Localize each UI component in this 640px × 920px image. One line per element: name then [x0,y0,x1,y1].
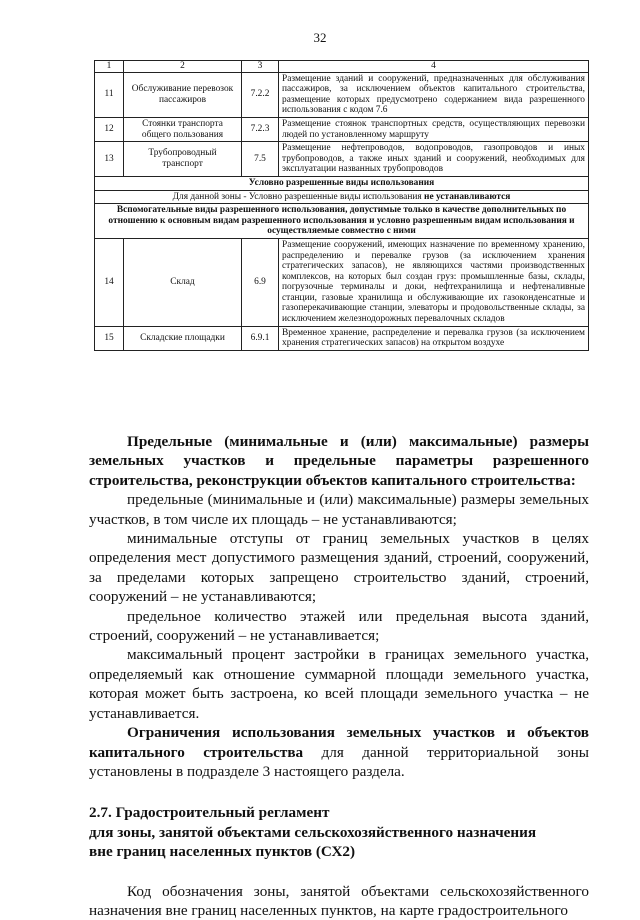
row-number: 15 [95,326,124,350]
use-type-code: 7.5 [242,142,279,177]
use-type-description: Размещение сооружений, имеющих назначение по временному хранению, распределению и перевалке грузов (за исключением хранения стратегических запасов), не являющихся частями производственных комплексов, на которых был создан груз: промышленные базы, склады, погрузочные терминалы и доки, нефтехранилища и нефтеналивные станции, газовые хранилища и обслуживающие их газоконденсатные и газоперекачивающие станции, элеваторы и продовольственные склады, за исключением железнодорожных перевалочных складов [279,238,589,326]
limits-heading-text: Предельные (минимальные и (или) максимальные) размеры земельных участков и предельные параметры разрешенного строительства, реконструкции объектов капитального строительства: [89,433,589,489]
row-number: 11 [95,72,124,117]
row-number: 12 [95,117,124,141]
use-type-name: Складские площадки [124,326,242,350]
paragraph-min-setbacks: минимальные отступы от границ земельных участков в целях определения мест допустимого размещения зданий, строений, сооружений, за пределами которых запрещено строительство зданий, строений, сооружений – не устанавливаются; [89,530,589,606]
use-type-code: 7.2.3 [242,117,279,141]
conditional-note-text: Для данной зоны - Условно разрешенные виды использования [172,191,425,202]
header-cell: 2 [124,61,242,73]
conditional-uses-title: Условно разрешенные виды использования [95,176,589,190]
conditional-uses-note [95,190,589,204]
spacer [89,781,589,803]
use-type-name: Склад [124,238,242,326]
section-title-line3: вне границ населенных пунктов (СХ2) [89,843,356,861]
use-type-description: Временное хранение, распределение и перевалка грузов (за исключением хранения стратегических запасов) на открытом воздухе [279,326,589,350]
page-number: 32 [313,30,327,45]
paragraph-plot-sizes: предельные (минимальные и (или) максимальные) размеры земельных участков, в том числе их площадь – не устанавливаются; [89,491,589,528]
regulation-text [89,432,589,920]
section-title-line1: 2.7. Градостроительный регламент [89,804,330,822]
use-type-code: 7.2.2 [242,72,279,117]
table-row [95,72,589,117]
spacer [89,862,589,882]
row-number: 13 [95,142,124,177]
table-section-row [95,190,589,204]
limits-heading [89,432,589,490]
table-section-row [95,176,589,190]
table-row [95,326,589,350]
row-number: 14 [95,238,124,326]
use-type-name: Трубопроводный транспорт [124,142,242,177]
header-cell: 1 [95,61,124,73]
use-type-code: 6.9.1 [242,326,279,350]
use-type-description: Размещение стоянок транспортных средств, осуществляющих перевозки людей по установленному маршруту [279,117,589,141]
paragraph-restrictions [89,723,589,781]
paragraph-zone-code: Код обозначения зоны, занятой объектами сельскохозяйственного назначения вне границ населенных пунктов, на карте градостроительного [89,882,589,919]
use-type-description: Размещение нефтепроводов, водопроводов, газопроводов и иных трубопроводов, а также иных зданий и сооружений, необходимых для эксплуатации названных трубопроводов [279,142,589,177]
table-header-row [95,61,589,73]
paragraph-max-floors: предельное количество этажей или предельная высота зданий, строений, сооружений – не устанавливается; [89,607,589,645]
table-row [95,142,589,177]
paragraph-max-coverage: максимальный процент застройки в границах земельного участка, определяемый как отношение суммарной площади земельного участка, которая может быть застроена, ко всей площади земельного участка – не устанавливается. [89,646,589,722]
header-cell: 3 [242,61,279,73]
header-cell: 4 [279,61,589,73]
use-type-name: Обслуживание перевозок пассажиров [124,72,242,117]
auxiliary-uses-title: Вспомогательные виды разрешенного использования, допустимые только в качестве дополнительных по отношению к основным видам разрешенного использования и условно разрешенным видам использования и осуществляемые совместно с ними [95,204,589,239]
restrictions-rest: для данной территориальной зоны установлены в подразделе 3 настоящего раздела. [89,743,589,780]
table-row [95,117,589,141]
table-section-row [95,204,589,239]
land-use-table [94,60,589,351]
table-row [95,238,589,326]
restrictions-bold: Ограничения использования земельных участков и объектов капитального строительства [89,724,589,761]
conditional-note-bold: не устанавливаются [424,191,511,202]
section-title-line2: для зоны, занятой объектами сельскохозяйственного назначения [89,823,537,841]
use-type-code: 6.9 [242,238,279,326]
use-type-description: Размещение зданий и сооружений, предназначенных для обслуживания пассажиров, за исключением объектов капитального строительства, размещение которых предусмотрено содержанием вида разрешенного использования с кодом 7.6 [279,72,589,117]
use-type-name: Стоянки транспорта общего пользования [124,117,242,141]
